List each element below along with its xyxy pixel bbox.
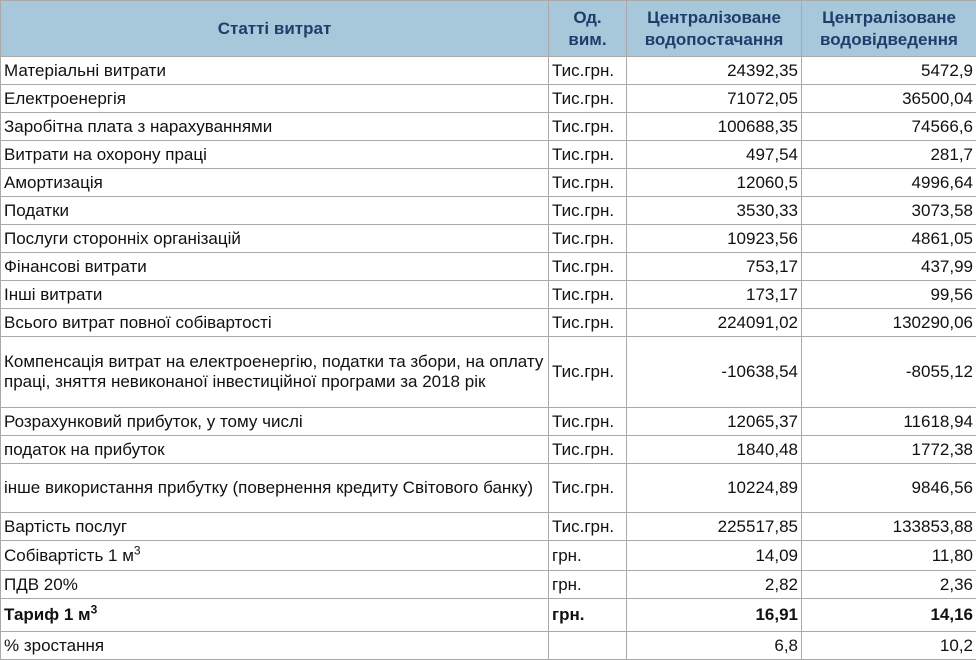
table-row — [1, 464, 976, 513]
row-water-supply: 225517,85 — [627, 513, 802, 541]
row-water-supply: 1840,48 — [627, 436, 802, 464]
row-item: Компенсація витрат на електроенергію, податки та збори, на оплату праці, зняття невиконаної інвестиційної програми за 2018 рік — [1, 337, 549, 408]
header-item: Статті витрат — [1, 1, 549, 57]
row-item: податок на прибуток — [1, 436, 549, 464]
table-row — [1, 57, 976, 85]
row-item: Матеріальні витрати — [1, 57, 549, 85]
row-sewerage: 11,80 — [802, 541, 976, 571]
row-water-supply: 2,82 — [627, 571, 802, 599]
row-item — [1, 541, 549, 571]
row-water-supply: 16,91 — [627, 599, 802, 632]
row-item-text: Собівартість 1 м — [4, 546, 134, 565]
row-item: Послуги сторонніх організацій — [1, 225, 549, 253]
row-sewerage: -8055,12 — [802, 337, 976, 408]
row-unit: грн. — [549, 571, 627, 599]
row-unit: грн. — [549, 599, 627, 632]
row-unit — [549, 632, 627, 660]
header-row — [1, 1, 976, 57]
row-sewerage: 281,7 — [802, 141, 976, 169]
row-water-supply: 24392,35 — [627, 57, 802, 85]
table-row — [1, 253, 976, 281]
row-water-supply: 12065,37 — [627, 408, 802, 436]
row-unit: Тис.грн. — [549, 253, 627, 281]
row-item-text: Тариф 1 м — [4, 605, 91, 624]
row-sewerage: 4861,05 — [802, 225, 976, 253]
row-water-supply: 6,8 — [627, 632, 802, 660]
row-sewerage: 2,36 — [802, 571, 976, 599]
row-item: Заробітна плата з нарахуваннями — [1, 113, 549, 141]
superscript-3: 3 — [91, 602, 98, 616]
row-item: ПДВ 20% — [1, 571, 549, 599]
row-item: Всього витрат повної собівартості — [1, 309, 549, 337]
row-item — [1, 599, 549, 632]
row-sewerage: 437,99 — [802, 253, 976, 281]
row-unit: Тис.грн. — [549, 337, 627, 408]
row-item: Розрахунковий прибуток, у тому числі — [1, 408, 549, 436]
row-sewerage: 11618,94 — [802, 408, 976, 436]
header-water-supply: Централізоване водопостачання — [627, 1, 802, 57]
row-sewerage: 3073,58 — [802, 197, 976, 225]
table-row — [1, 513, 976, 541]
row-unit: Тис.грн. — [549, 85, 627, 113]
row-unit: Тис.грн. — [549, 309, 627, 337]
table-row — [1, 169, 976, 197]
row-sewerage: 1772,38 — [802, 436, 976, 464]
row-unit: Тис.грн. — [549, 169, 627, 197]
row-water-supply: -10638,54 — [627, 337, 802, 408]
table-row — [1, 281, 976, 309]
row-water-supply: 753,17 — [627, 253, 802, 281]
row-sewerage: 130290,06 — [802, 309, 976, 337]
table-row — [1, 197, 976, 225]
row-unit: Тис.грн. — [549, 113, 627, 141]
row-item: % зростання — [1, 632, 549, 660]
row-item: Електроенергія — [1, 85, 549, 113]
table-row — [1, 309, 976, 337]
row-sewerage: 9846,56 — [802, 464, 976, 513]
row-water-supply: 12060,5 — [627, 169, 802, 197]
row-sewerage: 10,2 — [802, 632, 976, 660]
table-row — [1, 85, 976, 113]
row-item: Амортизація — [1, 169, 549, 197]
row-sewerage: 4996,64 — [802, 169, 976, 197]
header-sewerage: Централізоване водовідведення — [802, 1, 976, 57]
row-water-supply: 3530,33 — [627, 197, 802, 225]
row-item: Фінансові витрати — [1, 253, 549, 281]
row-item: Витрати на охорону праці — [1, 141, 549, 169]
table-row — [1, 225, 976, 253]
table-row — [1, 408, 976, 436]
row-sewerage: 14,16 — [802, 599, 976, 632]
row-unit: Тис.грн. — [549, 281, 627, 309]
row-water-supply: 10224,89 — [627, 464, 802, 513]
row-unit: Тис.грн. — [549, 464, 627, 513]
table-row — [1, 113, 976, 141]
row-water-supply: 71072,05 — [627, 85, 802, 113]
row-water-supply: 173,17 — [627, 281, 802, 309]
row-sewerage: 133853,88 — [802, 513, 976, 541]
row-item: Інші витрати — [1, 281, 549, 309]
row-item: Вартість послуг — [1, 513, 549, 541]
row-item: інше використання прибутку (повернення кредиту Світового банку) — [1, 464, 549, 513]
row-unit: грн. — [549, 541, 627, 571]
row-unit: Тис.грн. — [549, 57, 627, 85]
row-water-supply: 14,09 — [627, 541, 802, 571]
row-sewerage: 99,56 — [802, 281, 976, 309]
row-sewerage: 74566,6 — [802, 113, 976, 141]
table-row — [1, 141, 976, 169]
superscript-3: 3 — [134, 543, 141, 557]
row-unit: Тис.грн. — [549, 225, 627, 253]
row-water-supply: 224091,02 — [627, 309, 802, 337]
row-item: Податки — [1, 197, 549, 225]
table-row — [1, 571, 976, 599]
tariff-row — [1, 599, 976, 632]
table-row — [1, 632, 976, 660]
row-water-supply: 10923,56 — [627, 225, 802, 253]
row-unit: Тис.грн. — [549, 436, 627, 464]
row-unit: Тис.грн. — [549, 408, 627, 436]
row-unit: Тис.грн. — [549, 197, 627, 225]
table-row — [1, 541, 976, 571]
table-row — [1, 337, 976, 408]
row-sewerage: 36500,04 — [802, 85, 976, 113]
row-unit: Тис.грн. — [549, 513, 627, 541]
row-water-supply: 497,54 — [627, 141, 802, 169]
header-unit: Од. вим. — [549, 1, 627, 57]
table-row — [1, 436, 976, 464]
row-sewerage: 5472,9 — [802, 57, 976, 85]
row-water-supply: 100688,35 — [627, 113, 802, 141]
row-unit: Тис.грн. — [549, 141, 627, 169]
